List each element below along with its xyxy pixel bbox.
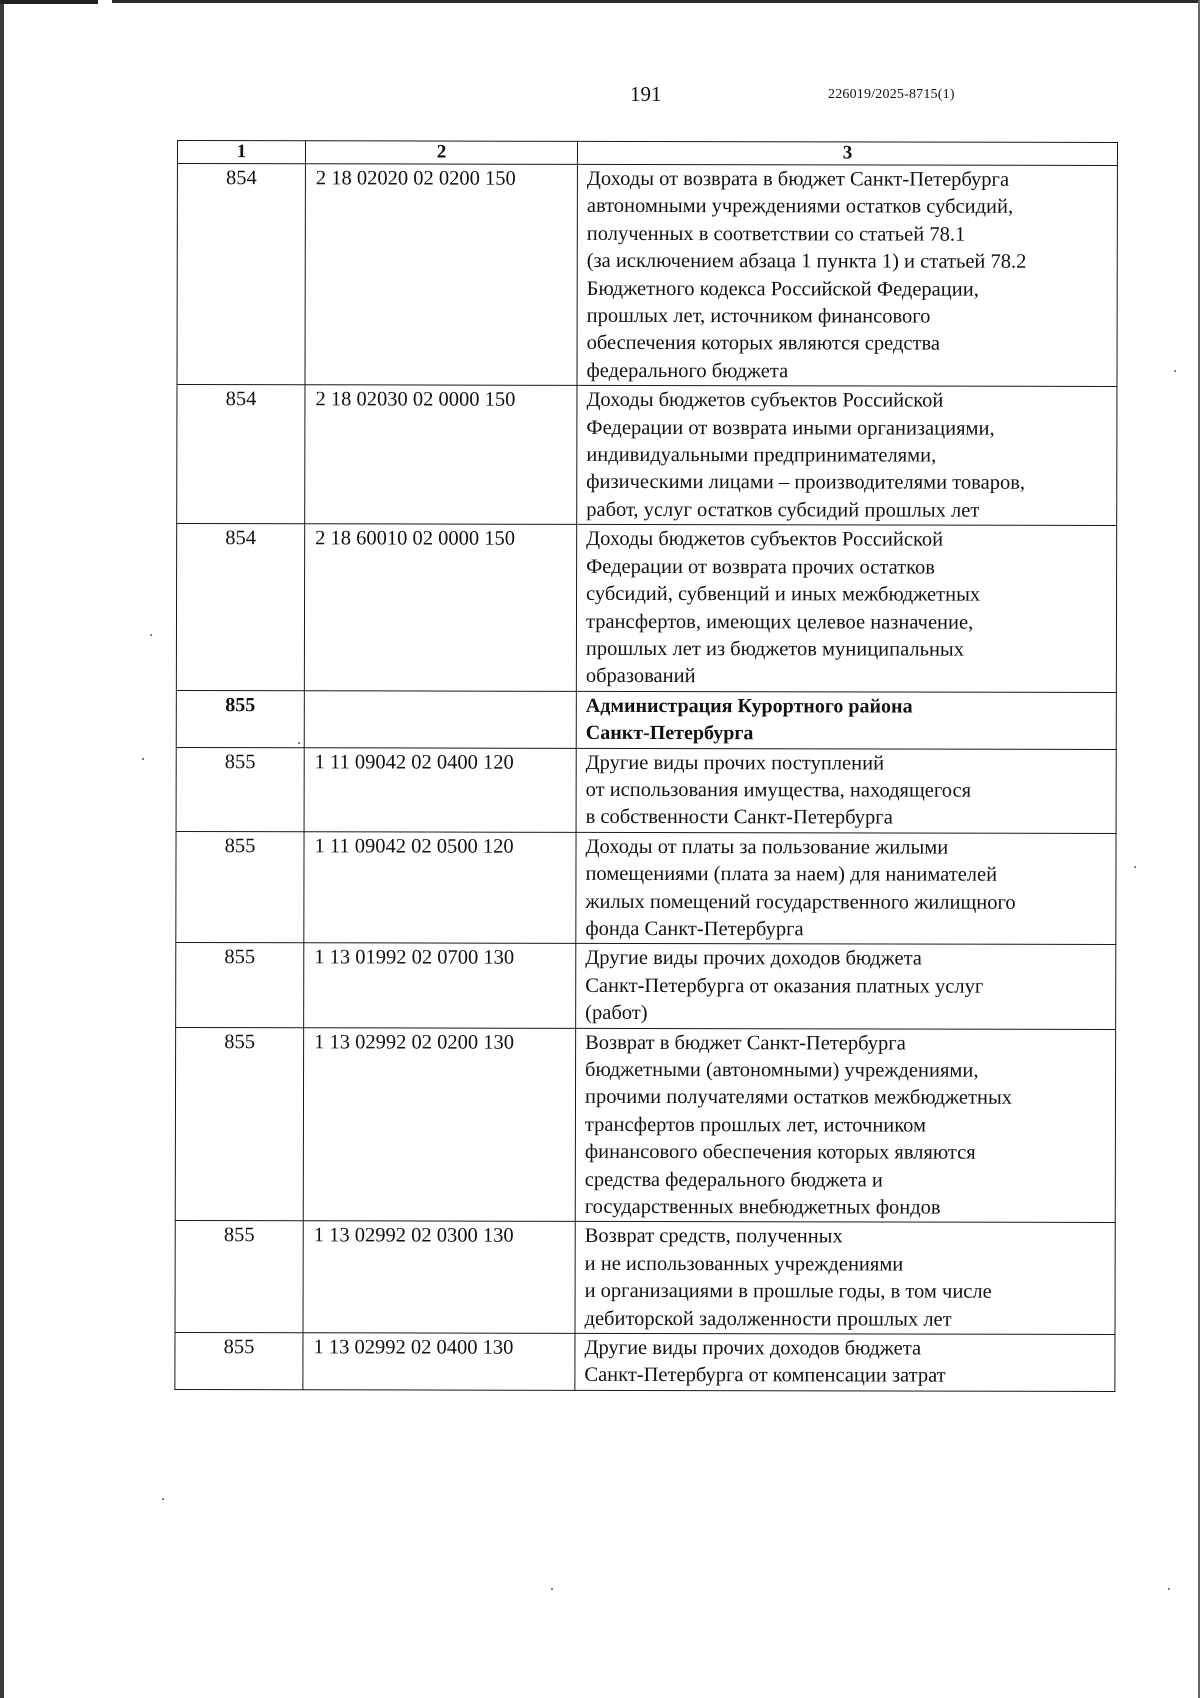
revenue-name-line: прошлых лет, источником финансового	[586, 304, 931, 328]
revenue-name-cell	[577, 164, 1117, 386]
revenue-name-cell	[576, 691, 1116, 749]
revenue-name-line: Другие виды прочих доходов бюджета	[584, 1336, 922, 1360]
revenue-name-line: трансфертов прошлых лет, источником	[584, 1113, 927, 1137]
admin-code-cell: 855	[176, 831, 304, 943]
revenue-name-line: полученных в соответствии со статьей 78.1	[586, 222, 966, 246]
table-row	[176, 831, 1116, 945]
revenue-code-cell: 1 13 02992 02 0200 130	[303, 1027, 575, 1221]
admin-code-cell: 855	[176, 747, 304, 831]
revenue-name-line: Доходы бюджетов субъектов Российской	[586, 528, 944, 551]
revenue-name-line: (работ)	[585, 1002, 648, 1025]
revenue-name-line: Федерации от возврата прочих остатков	[586, 555, 936, 579]
revenue-name-line: бюджетными (автономными) учреждениями,	[585, 1058, 979, 1082]
scan-speck	[142, 758, 144, 760]
revenue-name-line: Федерации от возврата иными организациями,	[586, 416, 995, 440]
revenue-code-cell: 1 11 09042 02 0500 120	[304, 832, 576, 944]
revenue-name-line: и организациями в прошлые годы, в том числе	[584, 1280, 992, 1303]
admin-code-cell: 854	[177, 164, 305, 386]
revenue-name-line: работ, услуг остатков субсидий прошлых лет	[586, 498, 980, 522]
revenue-name-line: субсидий, субвенций и иных межбюджетных	[586, 582, 981, 606]
table-row	[177, 385, 1117, 526]
revenue-name-line: прошлых лет из бюджетов муниципальных	[585, 637, 965, 661]
revenue-name-cell	[575, 1028, 1115, 1223]
revenue-name-line: прочими получателями остатков межбюджетных	[584, 1086, 1013, 1110]
table-row	[177, 164, 1117, 387]
table-header-row	[177, 141, 1117, 166]
revenue-name-cell	[576, 944, 1116, 1029]
table-row	[175, 1221, 1115, 1335]
column-header-2: 2	[305, 141, 577, 165]
revenue-name-line: Бюджетного кодекса Российской Федерации,	[586, 277, 979, 301]
table-row	[176, 747, 1116, 833]
revenue-name-line: Санкт-Петербурга от компенсации затрат	[584, 1364, 946, 1388]
revenue-name-line: Доходы бюджетов субъектов Российской	[586, 389, 944, 412]
admin-code-cell: 855	[175, 1333, 303, 1390]
admin-code-cell: 855	[176, 943, 304, 1027]
revenue-name-line: Возврат средств, полученных	[584, 1225, 843, 1248]
page-number: 191	[630, 82, 662, 106]
scan-edge-left	[0, 0, 4, 1698]
revenue-name-line: финансового обеспечения которых являются	[584, 1141, 976, 1164]
revenue-name-line: средства федерального бюджета и	[584, 1168, 883, 1192]
revenue-name-line: жилых помещений государственного жилищного	[585, 890, 1016, 914]
revenue-name-cell	[577, 386, 1117, 526]
document-id: 226019/2025-8715(1)	[828, 87, 955, 102]
revenue-code-cell: 1 13 01992 02 0700 130	[304, 943, 576, 1028]
revenue-name-line: дебиторской задолженности прошлых лет	[584, 1307, 952, 1331]
page-header	[0, 82, 1200, 112]
revenue-name-cell	[576, 525, 1116, 693]
table-row	[176, 690, 1116, 749]
admin-code-cell: 855	[175, 1027, 303, 1221]
revenue-name-line: федерального бюджета	[586, 359, 789, 383]
revenue-name-cell	[575, 1333, 1115, 1391]
column-header-1: 1	[177, 141, 305, 164]
revenue-code-cell: 2 18 02020 02 0200 150	[305, 164, 577, 386]
admin-code-cell: 855	[176, 690, 304, 747]
scan-speck	[1134, 866, 1136, 868]
revenue-name-line: (за исключением абзаца 1 пункта 1) и статьей 78.2	[586, 250, 1027, 273]
revenue-name-line: государственных внебюджетных фондов	[584, 1195, 941, 1219]
revenue-code-cell	[304, 690, 576, 747]
revenue-name-line: Другие виды прочих поступлений	[585, 751, 885, 775]
admin-code-cell: 854	[176, 524, 304, 691]
table-row	[176, 524, 1116, 692]
revenue-name-line: Санкт-Петербурга	[585, 721, 754, 745]
revenue-name-line: и не использованных учреждениями	[584, 1252, 904, 1276]
admin-code-cell: 854	[177, 385, 305, 524]
revenue-name-line: от использования имущества, находящегося	[585, 778, 972, 802]
revenue-code-cell: 1 11 09042 02 0400 120	[304, 747, 576, 832]
scan-speck	[1174, 370, 1176, 372]
scan-speck	[162, 1498, 164, 1500]
revenue-name-line: Доходы от платы за пользование жилыми	[585, 835, 949, 859]
revenue-code-cell: 2 18 02030 02 0000 150	[305, 385, 577, 525]
revenue-name-line: физическими лицами – производителями товаров,	[586, 471, 1026, 495]
scan-speck	[1168, 1588, 1170, 1590]
scan-edge-top	[112, 0, 1200, 3]
revenue-name-line: образований	[585, 665, 696, 688]
revenue-name-line: обеспечения которых являются средства	[586, 332, 941, 356]
revenue-code-cell: 2 18 60010 02 0000 150	[304, 524, 576, 691]
revenue-name-line: Администрация Курортного района	[585, 694, 913, 718]
column-header-3: 3	[577, 141, 1117, 165]
revenue-name-line: автономными учреждениями остатков субсидий,	[586, 195, 1014, 219]
revenue-name-line: фонда Санкт-Петербурга	[585, 917, 804, 941]
revenue-codes-table	[174, 140, 1118, 1392]
revenue-name-line: трансфертов, имеющих целевое назначение,	[585, 610, 974, 634]
revenue-name-line: в собственности Санкт-Петербурга	[585, 806, 893, 829]
scan-edge-top-left	[0, 0, 98, 4]
scan-speck	[551, 1588, 553, 1590]
revenue-code-cell: 1 13 02992 02 0400 130	[303, 1333, 575, 1390]
revenue-name-line: Санкт-Петербурга от оказания платных услуг	[585, 974, 984, 998]
table-row	[175, 1027, 1115, 1223]
revenue-name-cell	[576, 832, 1116, 945]
table-row	[176, 943, 1116, 1029]
revenue-name-line: помещениями (плата за наем) для нанимателей	[585, 863, 998, 886]
admin-code-cell: 855	[175, 1221, 303, 1333]
revenue-name-cell	[575, 1222, 1115, 1335]
scan-speck	[150, 634, 152, 636]
revenue-name-line: индивидуальными предпринимателями,	[586, 443, 937, 467]
revenue-name-cell	[576, 748, 1116, 833]
revenue-name-line: Доходы от возврата в бюджет Санкт-Петербурга	[586, 167, 1010, 191]
revenue-code-cell: 1 13 02992 02 0300 130	[303, 1221, 575, 1333]
revenue-name-line: Другие виды прочих доходов бюджета	[585, 947, 922, 970]
table-row	[175, 1333, 1115, 1392]
revenue-name-line: Возврат в бюджет Санкт-Петербурга	[585, 1031, 906, 1055]
